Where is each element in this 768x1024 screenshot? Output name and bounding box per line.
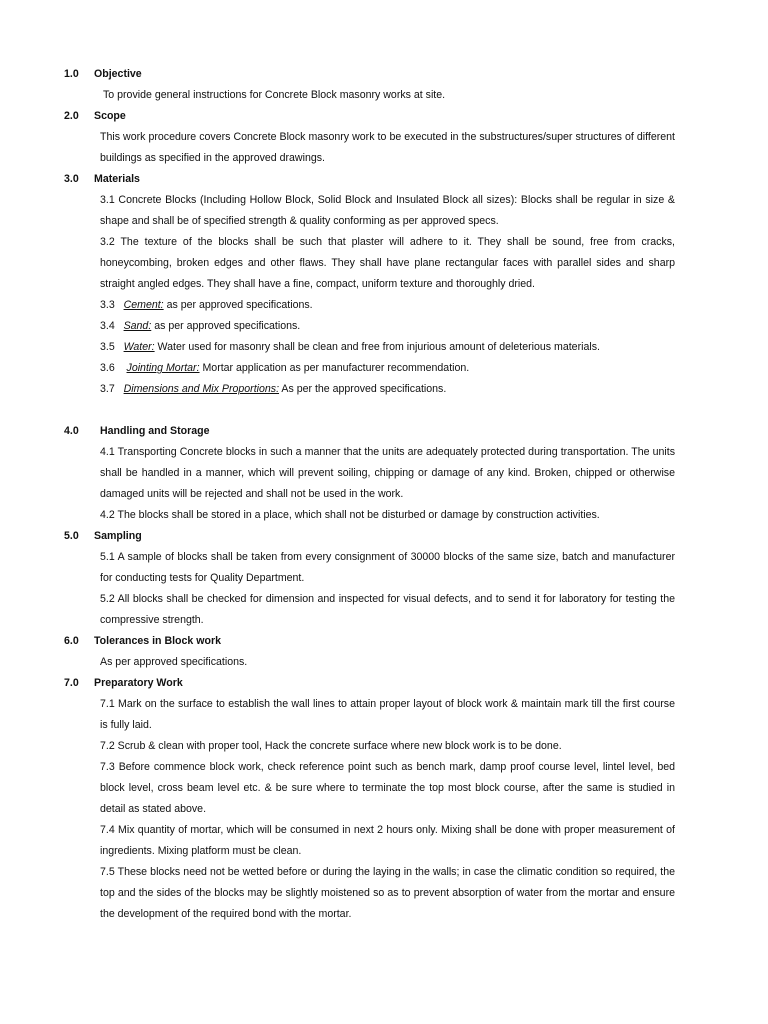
paragraph-line: shape and shall be of specified strength & quality conforming as per approved specs.	[100, 215, 499, 227]
paragraph-line: block level, cross beam level etc. & be sure where to terminate the top most block course, after the same is studied in	[100, 782, 675, 794]
item-term: Cement:	[123, 299, 164, 311]
material-item-water	[100, 341, 600, 354]
item-number: 3.4	[100, 320, 115, 332]
item-term: Sand:	[123, 320, 152, 332]
section-number: 7.0	[64, 677, 79, 689]
paragraph-line: 5.2 All blocks shall be checked for dimension and inspected for visual defects, and to send it for laboratory for testing the	[100, 593, 675, 605]
section-title: Sampling	[94, 530, 142, 542]
item-text: Water used for masonry shall be clean and free from injurious amount of deleterious materials.	[154, 341, 600, 353]
paragraph-line: This work procedure covers Concrete Block masonry work to be executed in the substructures/super structures of different	[100, 131, 675, 143]
paragraph-line: detail as stated above.	[100, 803, 207, 815]
material-item-dimensions	[100, 383, 446, 396]
item-text: Mortar application as per manufacturer recommendation.	[199, 362, 470, 374]
paragraph-line: 4.1 Transporting Concrete blocks in such a manner that the units are adequately protected during transportation. The units	[100, 446, 675, 458]
item-number: 3.3	[100, 299, 115, 311]
paragraph-line: honeycombing, broken edges and other flaws. They shall have plane rectangular faces with parallel sides and sharp	[100, 257, 675, 269]
item-number: 3.7	[100, 383, 115, 395]
section-heading-objective	[64, 68, 142, 81]
item-number: 3.5	[100, 341, 115, 353]
section-title: Handling and Storage	[100, 425, 210, 437]
section-number: 2.0	[64, 110, 79, 122]
paragraph-line: 7.3 Before commence block work, check reference point such as bench mark, damp proof course level, lintel level, bed	[100, 761, 675, 773]
paragraph-line: compressive strength.	[100, 614, 204, 626]
section-number: 5.0	[64, 530, 79, 542]
paragraph-line: shall be handled in a manner, which will prevent soiling, chipping or damage of any kind. Broken, chipped or otherwise	[100, 467, 675, 479]
item-text: as per approved specifications.	[151, 320, 301, 332]
section-heading-handling-storage	[64, 425, 209, 438]
item-term: Jointing Mortar:	[126, 362, 200, 374]
material-item-jointing-mortar	[100, 362, 469, 375]
paragraph-line: for conducting tests for Quality Department.	[100, 572, 305, 584]
paragraph-line: 3.1 Concrete Blocks (Including Hollow Block, Solid Block and Insulated Block all sizes): Blocks shall be regular in size &	[100, 194, 675, 206]
section-heading-tolerances	[64, 635, 221, 648]
paragraph-line: 4.2 The blocks shall be stored in a place, which shall not be disturbed or damage by construction activities.	[100, 509, 600, 521]
section-title: Scope	[94, 110, 126, 122]
item-term: Dimensions and Mix Proportions:	[123, 383, 280, 395]
paragraph-line: To provide general instructions for Concrete Block masonry works at site.	[103, 89, 446, 101]
section-title: Objective	[94, 68, 142, 80]
paragraph-line: 7.4 Mix quantity of mortar, which will be consumed in next 2 hours only. Mixing shall be done with proper measurement of	[100, 824, 675, 836]
paragraph-line: 5.1 A sample of blocks shall be taken from every consignment of 30000 blocks of the same size, batch and manufacturer	[100, 551, 675, 563]
section-number: 3.0	[64, 173, 79, 185]
paragraph-line: ingredients. Mixing platform must be clean.	[100, 845, 302, 857]
paragraph-line: 7.1 Mark on the surface to establish the wall lines to attain proper layout of block work & maintain mark till the first course	[100, 698, 675, 710]
paragraph-line: 7.2 Scrub & clean with proper tool, Hack the concrete surface where new block work is to be done.	[100, 740, 562, 752]
item-text: as per approved specifications.	[163, 299, 313, 311]
section-title: Preparatory Work	[94, 677, 183, 689]
material-item-sand	[100, 320, 300, 333]
paragraph-line: buildings as specified in the approved drawings.	[100, 152, 325, 164]
section-heading-scope	[64, 110, 126, 123]
paragraph-line: is fully laid.	[100, 719, 152, 731]
paragraph-line: damaged units will be rejected and shall not be used in the work.	[100, 488, 404, 500]
section-heading-sampling	[64, 530, 142, 543]
paragraph-line: straight angled edges. They shall have a fine, compact, uniform texture and thoroughly dried.	[100, 278, 535, 290]
paragraph-line: the development of the required bond with the mortar.	[100, 908, 352, 920]
section-number: 6.0	[64, 635, 79, 647]
paragraph-line: 3.2 The texture of the blocks shall be such that plaster will adhere to it. They shall be sound, free from cracks,	[100, 236, 675, 248]
section-number: 4.0	[64, 425, 79, 437]
section-title: Tolerances in Block work	[94, 635, 221, 647]
paragraph-line: top and the sides of the blocks may be slightly moistened so as to prevent absorption of water from the mortar and ensure	[100, 887, 675, 899]
item-term: Water:	[123, 341, 155, 353]
section-number: 1.0	[64, 68, 79, 80]
paragraph-line: 7.5 These blocks need not be wetted before or during the laying in the walls; in case the climatic condition so required, the	[100, 866, 675, 878]
paragraph-line: As per approved specifications.	[100, 656, 248, 668]
item-text: As per the approved specifications.	[279, 383, 447, 395]
material-item-cement	[100, 299, 313, 312]
section-heading-materials	[64, 173, 140, 186]
section-heading-preparatory-work	[64, 677, 183, 690]
section-title: Materials	[94, 173, 140, 185]
item-number: 3.6	[100, 362, 115, 374]
